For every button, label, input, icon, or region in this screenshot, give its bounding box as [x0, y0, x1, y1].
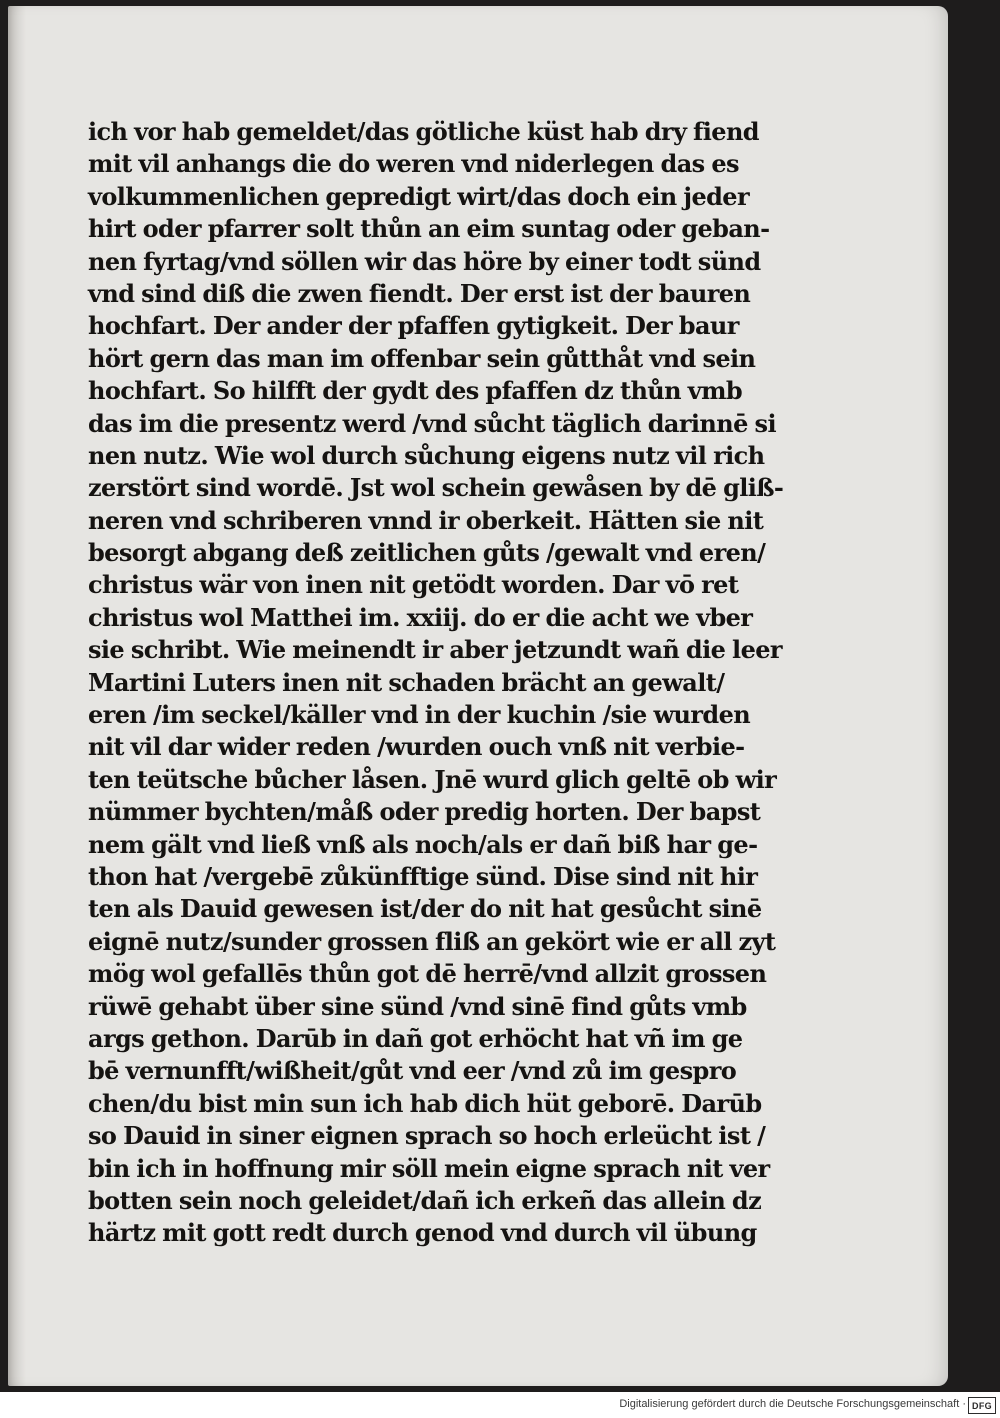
text-line: eren /im seckel/käller vnd in der kuchin /sie wurden	[88, 700, 751, 730]
text-line: christus wol Matthei im. xxiij. do er die acht we vber	[88, 602, 753, 632]
text-line: chen/du bist min sun ich hab dich hüt geborē. Darūb	[88, 1088, 762, 1118]
text-line: bē vernunfft/wißheit/gůt vnd eer /vnd zů im gespro	[88, 1056, 737, 1086]
funding-credit: Digitalisierung gefördert durch die Deutsche Forschungsgemeinschaft ·	[619, 1398, 966, 1410]
text-line: mit vil anhangs die do weren vnd niderlegen das es	[88, 149, 739, 179]
text-line: hört gern das man im offenbar sein gůtthåt vnd sein	[88, 343, 756, 373]
text-line: nümmer bychten/måß oder predig horten. Der bapst	[88, 797, 761, 827]
text-line: mög wol gefallēs thůn got dē herrē/vnd allzit grossen	[88, 959, 767, 989]
text-line: nen fyrtag/vnd söllen wir das höre by einer todt sünd	[88, 246, 761, 276]
text-line: christus wär von inen nit getödt worden. Dar vō ret	[88, 570, 739, 600]
text-line: hirt oder pfarrer solt thůn an eim suntag oder geban-	[88, 214, 770, 244]
text-line: hochfart. So hilfft der gydt des pfaffen dz thůn vmb	[88, 376, 743, 406]
text-line: besorgt abgang deß zeitlichen gůts /gewalt vnd eren/	[88, 538, 766, 568]
text-line: nen nutz. Wie wol durch sůchung eigens nutz vil rich	[88, 440, 765, 470]
text-line: neren vnd schriberen vnnd ir oberkeit. Hätten sie nit	[88, 505, 764, 535]
text-line: ten teütsche bůcher låsen. Jnē wurd glich geltē ob wir	[88, 764, 777, 794]
text-line: Martini Luters inen nit schaden brächt an gewalt/	[88, 667, 725, 697]
text-line: ich vor hab gemeldet/das götliche küst hab dry fiend	[88, 117, 759, 146]
text-line: das im die presentz werd /vnd sůcht täglich darinnē si	[88, 408, 776, 438]
text-line: botten sein noch geleidet/dañ ich erkeñ das allein dz	[88, 1185, 762, 1215]
text-line: eignē nutz/sunder grossen fliß an gekört wie er all zyt	[88, 926, 776, 956]
text-line: volkummenlichen gepredigt wirt/das doch ein jeder	[88, 181, 750, 211]
text-line: hochfart. Der ander der pfaffen gytigkeit. Der baur	[88, 311, 739, 341]
text-line: härtz mit gott redt durch genod vnd durch vil übung	[88, 1218, 757, 1248]
text-line: sie schribt. Wie meinendt ir aber jetzundt wañ die leer	[88, 635, 782, 665]
dfg-logo-icon: DFG	[968, 1397, 996, 1414]
text-line: ten als Dauid gewesen ist/der do nit hat gesůcht sinē	[88, 894, 762, 924]
text-line: bin ich in hoffnung mir söll mein eigne sprach nit ver	[88, 1153, 770, 1183]
text-line: zerstört sind wordē. Jst wol schein gewåsen by dē gliß-	[88, 473, 784, 503]
text-line: nit vil dar wider reden /wurden ouch vnß nit verbie-	[88, 732, 745, 762]
text-line: so Dauid in siner eignen sprach so hoch erleücht ist /	[88, 1121, 766, 1151]
book-page	[8, 6, 948, 1386]
text-line: vnd sind diß die zwen fiendt. Der erst ist der bauren	[88, 278, 751, 308]
text-line: thon hat /vergebē zůkünfftige sünd. Dise sind nit hir	[88, 861, 758, 891]
text-line: rüwē gehabt über sine sünd /vnd sinē find gůts vmb	[88, 991, 747, 1021]
footer-bar	[0, 1392, 1000, 1418]
text-line: args gethon. Darūb in dañ got erhöcht hat vñ im ge	[88, 1023, 743, 1053]
text-block	[88, 116, 788, 1250]
text-line: nem gält vnd ließ vnß als noch/als er dañ biß har ge-	[88, 829, 758, 859]
